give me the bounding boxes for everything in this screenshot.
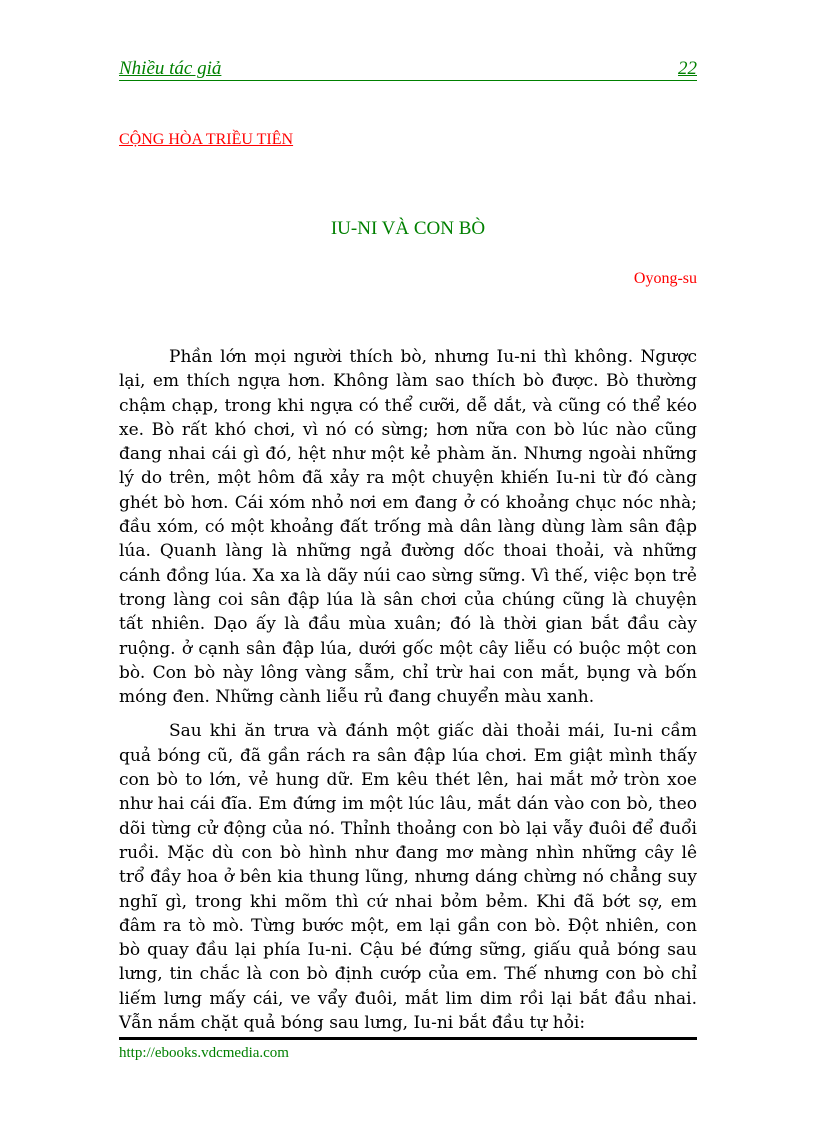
paragraph: Phần lớn mọi người thích bò, nhưng Iu-ni thì không. Ngược lại, em thích ngựa hơn. Không làm sao thích bò được. Bò thường chậm chạp, trong khi ngựa có thể cưỡi, dễ dắt, và cũng có thể kéo xe. Bò rất khó chơi, vì nó có sừng; hơn nữa con bò lúc nào cũng đang nhai cái gì đó, hệt như một kẻ phàm ăn. Nhưng ngoài những lý do trên, một hôm đã xảy ra một chuyện khiến Iu-ni từ đó càng ghét bò hơn. Cái xóm nhỏ nơi em đang ở có khoảng chục nóc nhà; đầu xóm, có một khoảng đất trống mà dân làng dùng làm sân đập lúa. Quanh làng là những ngả đường dốc thoai thoải, và những cánh đồng lúa. Xa xa là dãy núi cao sừng sững. Vì thế, việc bọn trẻ trong làng coi sân đập lúa là sân chơi của chúng cũng là chuyện tất nhiên. Dạo ấy là đầu mùa xuân; đó là thời gian bắt đầu cày ruộng. ở cạnh sân đập lúa, dưới gốc một cây liễu có buộc một con bò. Con bò này lông vàng sẫm, chỉ trừ hai con mắt, bụng và bốn móng đen. Những cành liễu rủ đang chuyển màu xanh. [119, 347, 697, 708]
story-author: Oyong-su [633, 270, 697, 287]
paragraph: Sau khi ăn trưa và đánh một giấc dài thoải mái, Iu-ni cầm quả bóng cũ, đã gần rách ra sân đập lúa chơi. Em giật mình thấy con bò to lớn, vẻ hung dữ. Em kêu thét lên, hai mắt mở tròn xoe như hai cái đĩa. Em đứng im một lúc lâu, mắt dán vào con bò, theo dõi từng cử động của nó. Thỉnh thoảng con bò lại vẫy đuôi để đuổi ruồi. Mặc dù con bò hình như đang mơ màng nhìn những cây lê trổ đầy hoa ở bên kia thung lũng, nhưng dáng chừng nó chẳng suy nghĩ gì, trong khi mõm thì cứ nhai bỏm bẻm. Khi đã bớt sợ, em đâm ra tò mò. Từng bước một, em lại gần con bò. Đột nhiên, con bò quay đầu lại phía Iu-ni. Cậu bé đứng sững, giấu quả bóng sau lưng, tin chắc là con bò định cướp của em. Thế nhưng con bò chỉ liếm lưng mấy cái, ve vẩy đuôi, mắt lim dim rồi lại bắt đầu nhai. Vẫn nắm chặt quả bóng sau lưng, Iu-ni bắt đầu tự hỏi: [119, 721, 697, 1034]
country-heading[interactable]: CỘNG HÒA TRIỀU TIÊN [119, 131, 294, 148]
story-body [119, 345, 697, 1035]
story-title: IU-NI VÀ CON BÒ [330, 218, 486, 239]
page-number: 22 [678, 58, 697, 79]
header-author: Nhiều tác giả [119, 58, 222, 79]
footer-divider [119, 1037, 697, 1040]
footer-url[interactable]: http://ebooks.vdcmedia.com [119, 1045, 289, 1061]
page-header [119, 58, 697, 81]
